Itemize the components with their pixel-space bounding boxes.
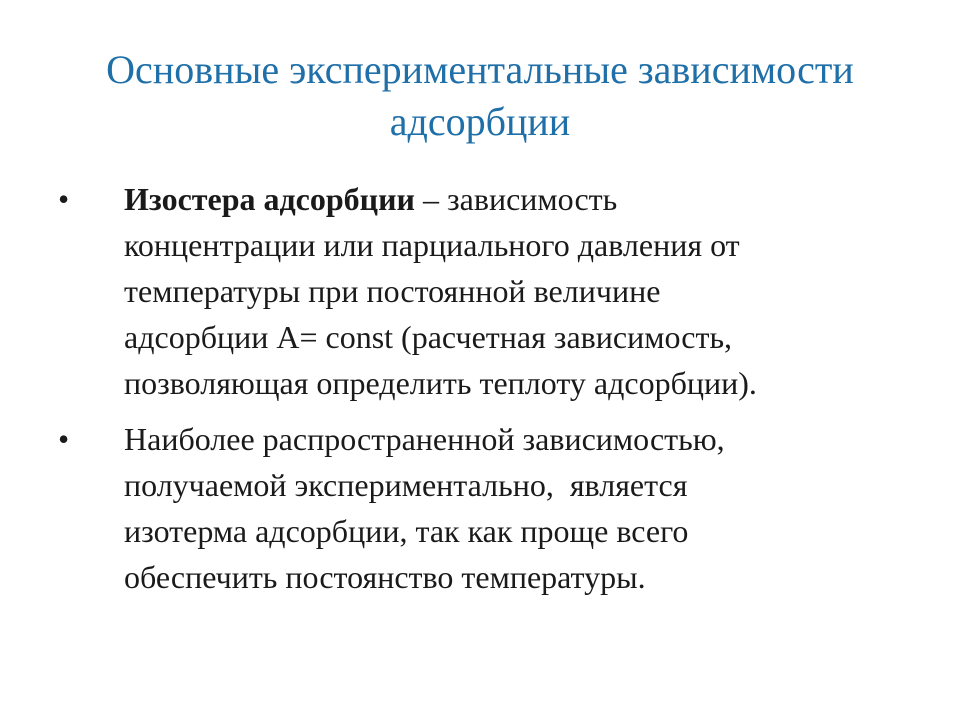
term-definition-start: – зависимость [414,181,618,217]
bullet-item-isostere [58,176,898,406]
bullet-marker: • [58,181,70,217]
slide-title [40,44,920,148]
bullet-text [124,416,898,600]
bullet-list [58,176,898,600]
bullet-line: получаемой экспериментально, является [124,467,688,503]
bullet-line: Наиболее распространенной зависимостью, [124,421,725,457]
bullet-marker: • [58,421,70,457]
bullet-line: изотерма адсорбции, так как проще всего [124,513,689,549]
bullet-line [124,176,898,222]
bullet-item-isotherm [58,416,898,600]
slide-title-line-1: Основные экспериментальные зависимости [106,47,854,92]
bullet-line: позволяющая определить теплоту адсорбции). [124,365,757,401]
bullet-text [124,176,898,406]
term-isostere: Изостера адсорбции [124,181,415,217]
bullet-line: обеспечить постоянство температуры. [124,559,646,595]
bullet-line: температуры при постоянной величине [124,273,661,309]
slide-title-line-2: адсорбции [389,99,571,144]
bullet-line: концентрации или парциального давления от [124,227,740,263]
bullet-line: адсорбции А= const (расчетная зависимость, [124,319,733,355]
